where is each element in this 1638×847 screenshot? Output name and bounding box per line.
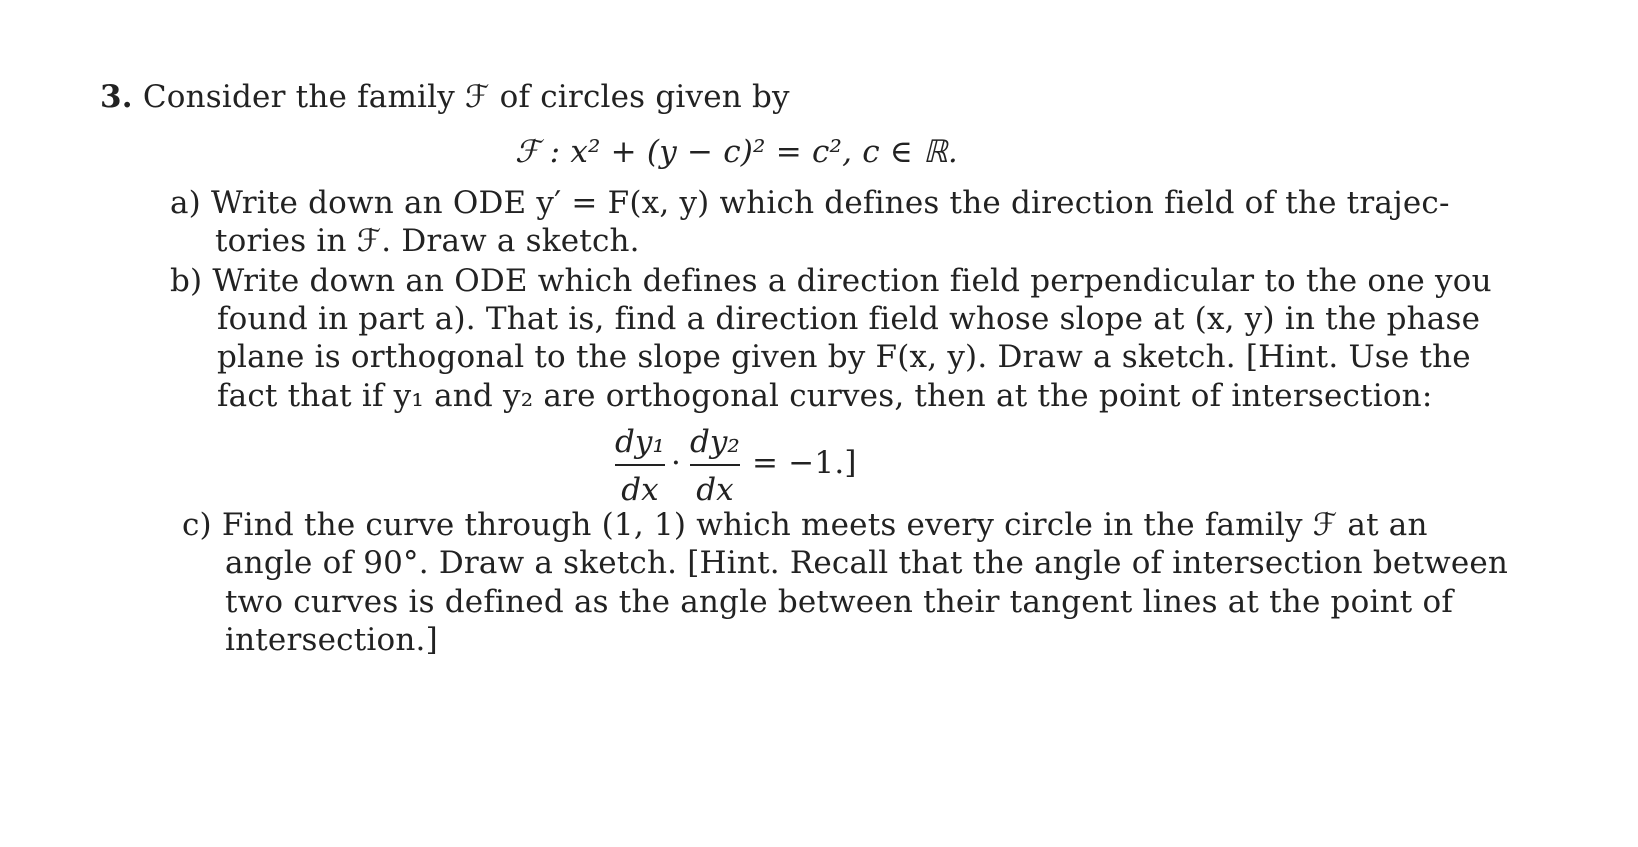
part-c-line-3: two curves is defined as the angle between their tangent lines at the point of: [225, 584, 1453, 620]
fraction-dy1-dx: [615, 424, 665, 508]
part-c-line-2: angle of 90°. Draw a sketch. [Hint. Recall that the angle of intersection between: [225, 545, 1509, 581]
part-c-line-4: intersection.]: [225, 622, 438, 658]
part-b-line-1: [170, 262, 1492, 300]
formula-rhs: = −1.]: [752, 445, 857, 481]
part-c-text-1: Find the curve through (1, 1) which meets every circle in the family ℱ at an: [221, 507, 1428, 543]
formula-dot: ·: [671, 445, 682, 481]
fraction-1-bar: [615, 464, 665, 466]
part-b-line-3: plane is orthogonal to the slope given by F(x, y). Draw a sketch. [Hint. Use the: [217, 339, 1471, 375]
fraction-2-denominator: dx: [696, 472, 734, 508]
fraction-2-bar: [690, 464, 740, 466]
part-a-line-2: tories in ℱ. Draw a sketch.: [215, 223, 640, 259]
part-a-label: a): [170, 185, 201, 221]
part-b-text-1: Write down an ODE which defines a direction field perpendicular to the one you: [212, 263, 1492, 299]
fraction-2-numerator: dy₂: [690, 424, 740, 460]
part-b-label: b): [170, 263, 203, 299]
fraction-dy2-dx: [690, 424, 740, 508]
family-equation: ℱ : x² + (y − c)² = c², c ∈ ℝ.: [515, 134, 958, 170]
part-c-line-1: [182, 506, 1428, 544]
problem-header: [100, 78, 790, 116]
part-b-line-4: fact that if y₁ and y₂ are orthogonal curves, then at the point of intersection:: [217, 378, 1433, 414]
part-a-line-1: [170, 184, 1450, 222]
part-c-label: c): [182, 507, 212, 543]
part-b-line-2: found in part a). That is, find a direction field whose slope at (x, y) in the phase: [217, 301, 1481, 337]
part-a-text-1: Write down an ODE y′ = F(x, y) which defines the direction field of the trajec-: [211, 185, 1450, 221]
fraction-1-denominator: dx: [621, 472, 659, 508]
problem-intro: Consider the family ℱ of circles given by: [142, 79, 790, 115]
problem-number: 3.: [100, 79, 133, 115]
fraction-1-numerator: dy₁: [615, 424, 665, 460]
